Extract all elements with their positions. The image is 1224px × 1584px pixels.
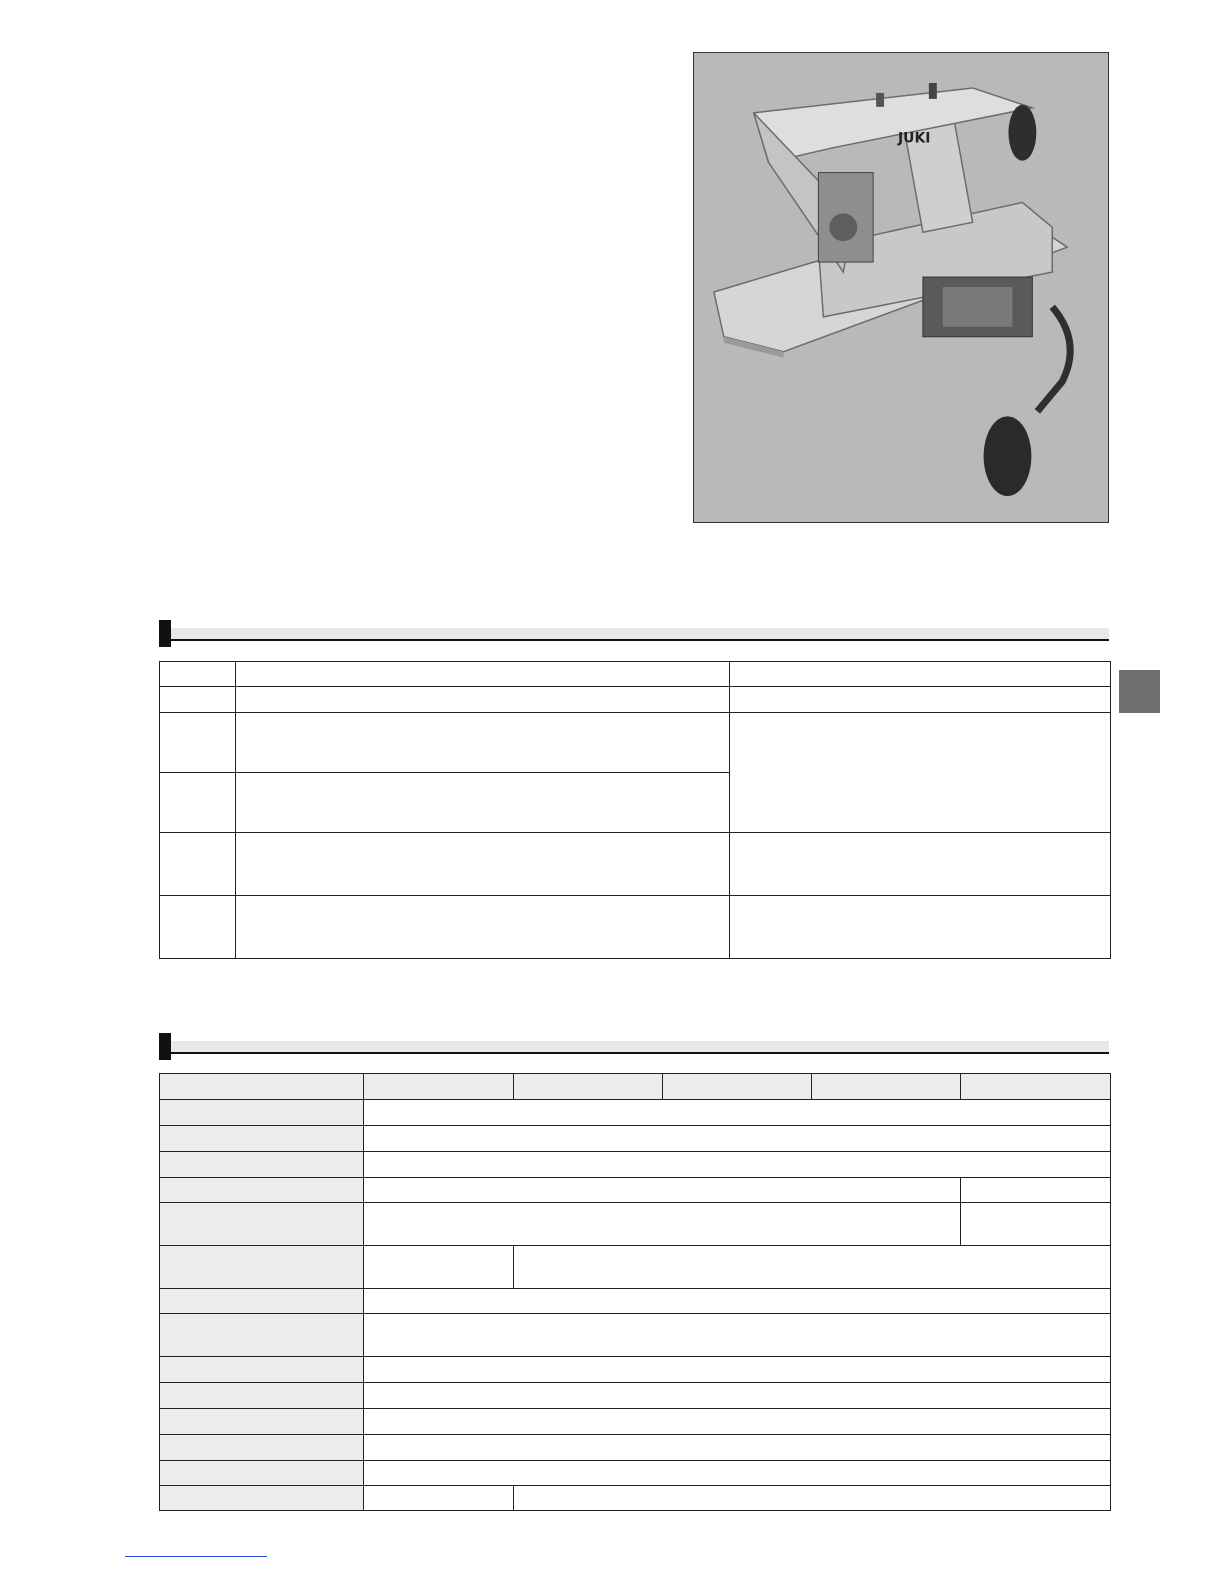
spec-value xyxy=(364,1152,1111,1178)
spec-label xyxy=(160,1383,364,1409)
table-row xyxy=(160,1178,1111,1203)
model-description xyxy=(236,896,730,959)
brand-logo: JUKI xyxy=(898,130,931,147)
table-row xyxy=(160,1357,1111,1383)
spec-label xyxy=(160,1486,364,1511)
header-cell xyxy=(663,1074,812,1100)
section-models-heading xyxy=(159,620,1109,647)
model-note xyxy=(730,833,1111,896)
model-code xyxy=(160,687,236,713)
model-description xyxy=(236,687,730,713)
header-cell xyxy=(812,1074,961,1100)
table-row xyxy=(160,896,1111,959)
spec-label xyxy=(160,1178,364,1203)
spec-value xyxy=(364,1289,1111,1314)
section-marker xyxy=(159,620,171,647)
spec-value xyxy=(364,1409,1111,1435)
spec-value-first xyxy=(364,1486,514,1511)
section-band xyxy=(171,1041,1109,1054)
models-table xyxy=(159,661,1111,959)
table-row xyxy=(160,1289,1111,1314)
table-row xyxy=(160,1126,1111,1152)
table-row xyxy=(160,1203,1111,1246)
table-row xyxy=(160,1100,1111,1126)
table-row xyxy=(160,1409,1111,1435)
table-row xyxy=(160,1246,1111,1289)
spec-value xyxy=(364,1435,1111,1461)
model-description xyxy=(236,773,730,833)
knee-pedal xyxy=(984,416,1032,496)
model-note xyxy=(730,713,1111,833)
section-marker xyxy=(159,1033,171,1060)
model-code xyxy=(160,773,236,833)
spec-value-first xyxy=(364,1246,514,1289)
table-row xyxy=(160,713,1111,773)
table-row xyxy=(160,1152,1111,1178)
section-specs-heading xyxy=(159,1033,1109,1060)
sewing-machine-illustration xyxy=(694,53,1108,522)
header-cell xyxy=(961,1074,1111,1100)
spec-value xyxy=(364,1461,1111,1486)
spec-label xyxy=(160,1203,364,1246)
model-note xyxy=(730,687,1111,713)
spec-value xyxy=(364,1100,1111,1126)
table-row xyxy=(160,1461,1111,1486)
specs-table xyxy=(159,1073,1111,1511)
spec-value xyxy=(364,1203,961,1246)
spec-value xyxy=(514,1486,1111,1511)
model-description xyxy=(236,713,730,773)
spec-label xyxy=(160,1357,364,1383)
spec-label xyxy=(160,1100,364,1126)
spec-label xyxy=(160,1435,364,1461)
table-header-row xyxy=(160,662,1111,687)
spec-label xyxy=(160,1461,364,1486)
model-code xyxy=(160,713,236,773)
header-cell xyxy=(730,662,1111,687)
spec-label xyxy=(160,1152,364,1178)
product-photo xyxy=(693,52,1109,523)
header-cell xyxy=(364,1074,514,1100)
table-row xyxy=(160,1383,1111,1409)
table-row xyxy=(160,833,1111,896)
header-cell xyxy=(236,662,730,687)
header-cell xyxy=(514,1074,663,1100)
spec-label xyxy=(160,1126,364,1152)
model-code xyxy=(160,833,236,896)
spec-value-extra xyxy=(961,1203,1111,1246)
spec-value xyxy=(364,1126,1111,1152)
spec-label xyxy=(160,1409,364,1435)
model-note xyxy=(730,896,1111,959)
section-band xyxy=(171,628,1109,641)
table-header-row xyxy=(160,1074,1111,1100)
header-cell xyxy=(160,662,236,687)
spec-value-extra xyxy=(961,1178,1111,1203)
header-cell xyxy=(160,1074,364,1100)
model-description xyxy=(236,833,730,896)
model-code xyxy=(160,896,236,959)
table-row xyxy=(160,1486,1111,1511)
spec-label xyxy=(160,1246,364,1289)
spec-value xyxy=(364,1178,961,1203)
footer-link[interactable] xyxy=(125,1556,267,1557)
spec-value xyxy=(364,1314,1111,1357)
spec-label xyxy=(160,1289,364,1314)
spec-value xyxy=(364,1357,1111,1383)
spec-value xyxy=(364,1383,1111,1409)
spec-label xyxy=(160,1314,364,1357)
table-row xyxy=(160,687,1111,713)
chapter-tab xyxy=(1119,670,1160,713)
spec-value xyxy=(514,1246,1111,1289)
table-row xyxy=(160,1435,1111,1461)
table-row xyxy=(160,1314,1111,1357)
